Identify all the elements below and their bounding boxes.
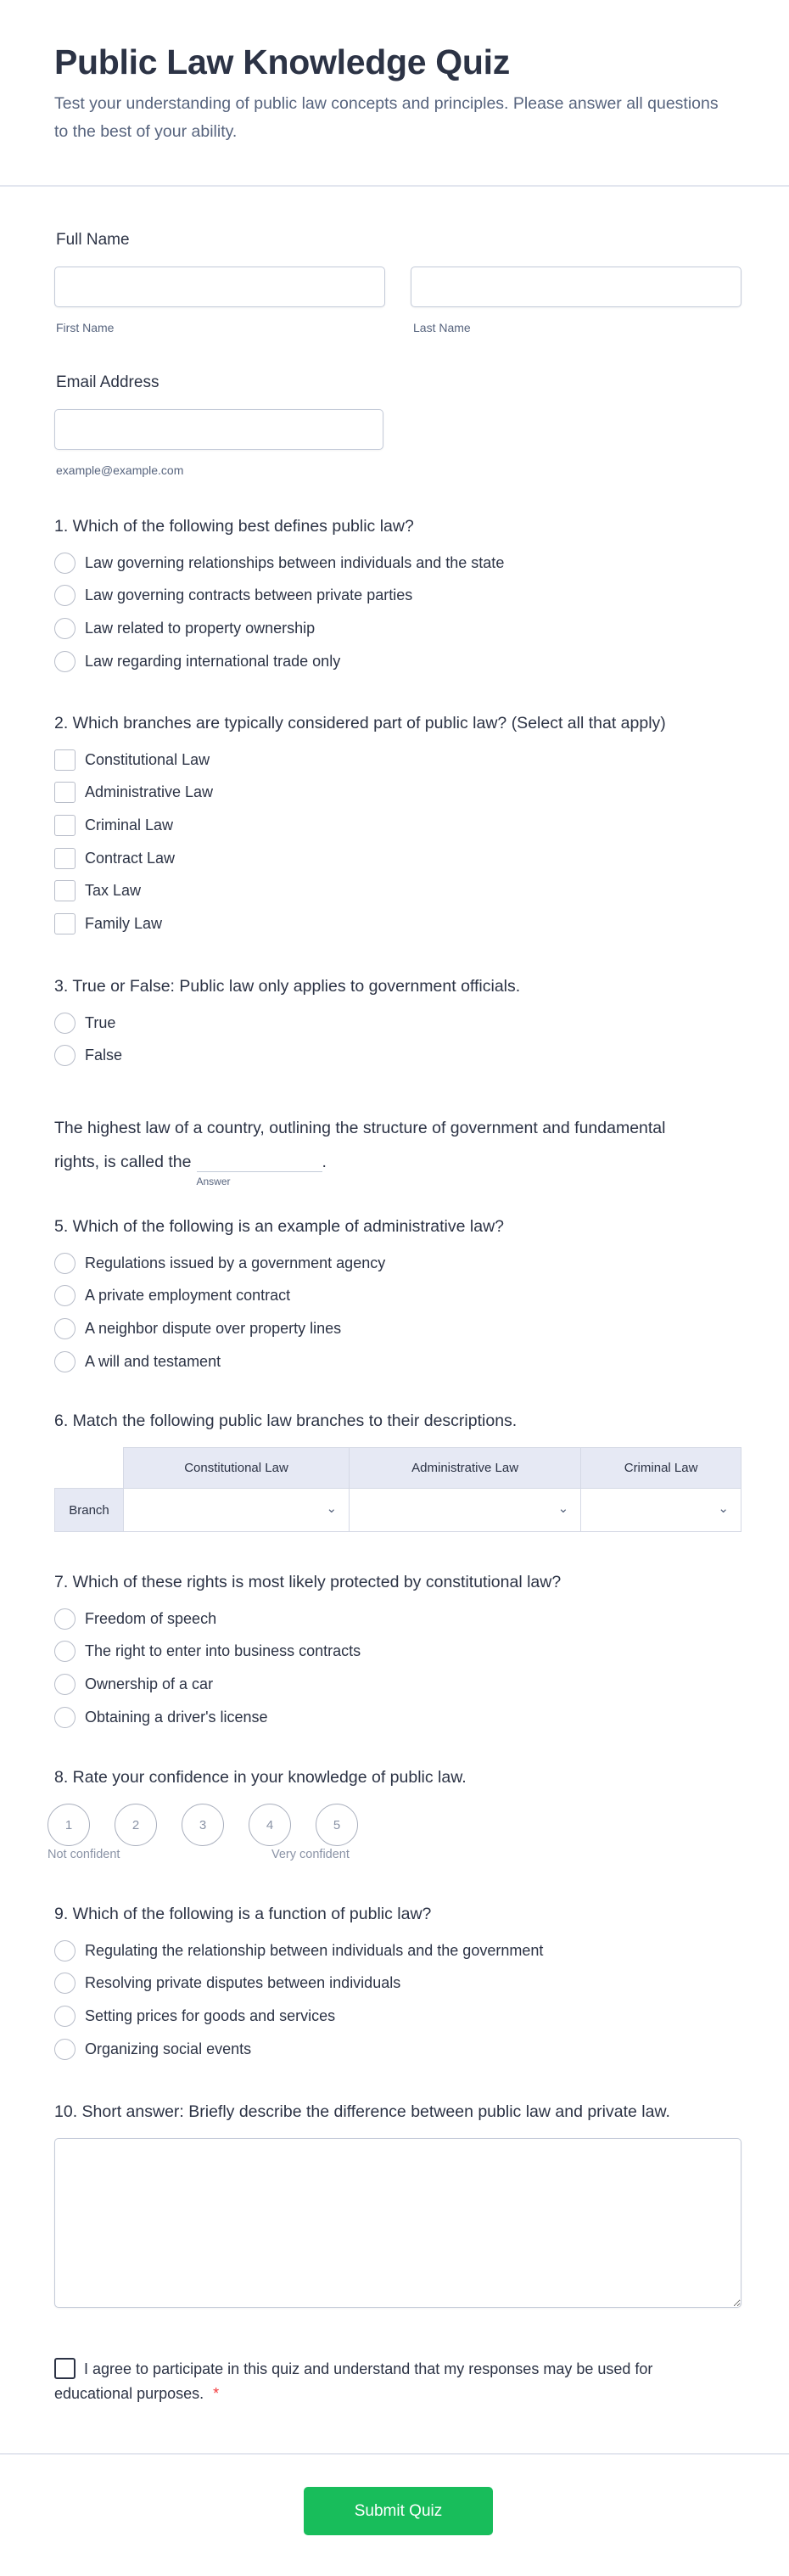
radio-option[interactable] — [54, 1280, 741, 1313]
option-label: Freedom of speech — [85, 1609, 217, 1627]
column-header: Criminal Law — [581, 1448, 741, 1489]
option-label: Law regarding international trade only — [85, 652, 341, 670]
option-label: A will and testament — [85, 1352, 221, 1370]
checkbox-option[interactable] — [54, 809, 741, 842]
radio-option[interactable] — [54, 645, 741, 678]
question-9 — [54, 1901, 741, 2065]
question-4-fill-in — [54, 1115, 741, 1187]
question-title: 10. Short answer: Briefly describe the difference between public law and private law. — [54, 2102, 670, 2121]
radio-icon[interactable] — [54, 1285, 76, 1306]
radio-option[interactable] — [54, 1967, 741, 2001]
checkbox-icon[interactable] — [54, 913, 76, 934]
first-name-input[interactable] — [54, 267, 385, 307]
max-label: Very confident — [271, 1848, 350, 1861]
fill-in-period: . — [322, 1153, 327, 1171]
radio-icon[interactable] — [54, 1013, 76, 1034]
question-title: 5. Which of the following is an example of administrative law? — [54, 1217, 505, 1236]
header-divider — [0, 185, 789, 187]
page-subtitle: Test your understanding of public law concepts and principles. Please answer all questions to the best of your ability. — [54, 94, 719, 141]
rating-option[interactable]: 3 — [182, 1804, 224, 1846]
question-6 — [54, 1408, 741, 1532]
chevron-down-icon: ⌄ — [557, 1501, 569, 1516]
question-1 — [54, 514, 741, 677]
radio-icon[interactable] — [54, 1351, 76, 1372]
radio-icon[interactable] — [54, 553, 76, 574]
checkbox-icon[interactable] — [54, 880, 76, 901]
radio-icon[interactable] — [54, 1318, 76, 1339]
radio-icon[interactable] — [54, 1674, 76, 1695]
email-label: Email Address — [56, 373, 159, 391]
rating-option[interactable]: 5 — [316, 1804, 358, 1846]
radio-icon[interactable] — [54, 651, 76, 672]
footer-divider — [0, 2453, 789, 2455]
column-header: Administrative Law — [350, 1448, 581, 1489]
radio-option[interactable] — [54, 1701, 741, 1734]
checkbox-option[interactable] — [54, 874, 741, 907]
question-5 — [54, 1214, 741, 1378]
option-label: Family Law — [85, 914, 163, 932]
checkbox-option[interactable] — [54, 907, 741, 940]
rating-option[interactable]: 2 — [115, 1804, 157, 1846]
radio-option[interactable] — [54, 612, 741, 645]
option-label: Law related to property ownership — [85, 619, 316, 637]
option-label: Organizing social events — [85, 2040, 252, 2057]
radio-icon[interactable] — [54, 618, 76, 639]
question-10 — [54, 2099, 741, 2308]
checkbox-option[interactable] — [54, 744, 741, 777]
fill-in-answer-input[interactable] — [197, 1150, 322, 1172]
option-label: Ownership of a car — [85, 1675, 214, 1692]
option-label: Law governing relationships between individuals and the state — [85, 553, 505, 571]
option-label: False — [85, 1047, 123, 1064]
option-label: Tax Law — [85, 882, 142, 900]
option-label: Contract Law — [85, 849, 176, 867]
radio-option[interactable] — [54, 2033, 741, 2066]
option-label: The right to enter into business contracts — [85, 1642, 361, 1660]
radio-icon[interactable] — [54, 585, 76, 606]
radio-icon[interactable] — [54, 2039, 76, 2060]
option-label: Resolving private disputes between individuals — [85, 1974, 401, 1992]
radio-option[interactable] — [54, 2000, 741, 2033]
short-answer-textarea[interactable] — [54, 2138, 741, 2308]
question-title: 6. Match the following public law branches to their descriptions. — [54, 1411, 518, 1430]
required-asterisk: * — [213, 2385, 220, 2402]
checkbox-option[interactable] — [54, 777, 741, 810]
option-label: A private employment contract — [85, 1287, 291, 1305]
radio-option[interactable] — [54, 1602, 741, 1636]
radio-option[interactable] — [54, 1247, 741, 1280]
min-label: Not confident — [48, 1848, 120, 1861]
rating-scale — [48, 1804, 741, 1855]
option-label: True — [85, 1013, 116, 1031]
consent-text: I agree to participate in this quiz and understand that my responses may be used for educational purposes. — [54, 2360, 653, 2402]
option-label: Regulations issued by a government agency — [85, 1254, 386, 1271]
last-name-sublabel: Last Name — [413, 321, 471, 334]
radio-option[interactable] — [54, 1040, 741, 1073]
option-label: A neighbor dispute over property lines — [85, 1319, 342, 1337]
option-label: Law governing contracts between private parties — [85, 586, 413, 604]
fill-in-text-line1: The highest law of a country, outlining the structure of government and fundamental — [54, 1119, 666, 1137]
question-title: 8. Rate your confidence in your knowledge of public law. — [54, 1768, 467, 1787]
chevron-down-icon: ⌄ — [326, 1501, 338, 1516]
match-select[interactable] — [350, 1489, 581, 1532]
radio-option[interactable] — [54, 547, 741, 580]
option-label: Regulating the relationship between individuals and the government — [85, 1941, 544, 1959]
consent-checkbox[interactable] — [54, 2358, 76, 2379]
question-8 — [48, 1765, 741, 1865]
first-name-sublabel: First Name — [56, 321, 115, 334]
checkbox-icon[interactable] — [54, 749, 76, 771]
radio-icon[interactable] — [54, 1641, 76, 1662]
column-header: Constitutional Law — [124, 1448, 350, 1489]
radio-option[interactable] — [54, 1312, 741, 1345]
radio-icon[interactable] — [54, 1940, 76, 1961]
radio-option[interactable] — [54, 1345, 741, 1378]
chevron-down-icon: ⌄ — [718, 1501, 729, 1516]
radio-icon[interactable] — [54, 1608, 76, 1630]
last-name-input[interactable] — [411, 267, 741, 307]
radio-icon[interactable] — [54, 1253, 76, 1274]
consent-field — [54, 2357, 682, 2406]
matching-table — [54, 1447, 741, 1532]
match-select[interactable] — [581, 1489, 741, 1532]
answer-sublabel: Answer — [196, 1176, 231, 1187]
option-label: Setting prices for goods and services — [85, 2006, 336, 2024]
question-title: 1. Which of the following best defines public law? — [54, 517, 414, 536]
radio-option[interactable] — [54, 1934, 741, 1967]
option-label: Administrative Law — [85, 783, 214, 801]
radio-icon[interactable] — [54, 1973, 76, 1994]
radio-option[interactable] — [54, 1668, 741, 1701]
radio-icon[interactable] — [54, 1045, 76, 1066]
question-2 — [54, 710, 741, 940]
email-hint: example@example.com — [56, 463, 184, 477]
radio-option[interactable] — [54, 1636, 741, 1669]
radio-option[interactable] — [54, 580, 741, 613]
radio-icon[interactable] — [54, 2006, 76, 2027]
radio-icon[interactable] — [54, 1707, 76, 1728]
full-name-label: Full Name — [56, 231, 130, 249]
match-select[interactable] — [124, 1489, 350, 1532]
question-title: 3. True or False: Public law only applies to government officials. — [54, 977, 521, 996]
question-3 — [54, 974, 741, 1072]
option-label: Criminal Law — [85, 816, 174, 833]
option-label: Constitutional Law — [85, 750, 210, 768]
checkbox-icon[interactable] — [54, 782, 76, 803]
email-input[interactable] — [54, 409, 383, 450]
checkbox-icon[interactable] — [54, 815, 76, 836]
radio-option[interactable] — [54, 1007, 741, 1040]
checkbox-icon[interactable] — [54, 848, 76, 869]
question-title: 7. Which of these rights is most likely protected by constitutional law? — [54, 1573, 562, 1591]
option-label: Obtaining a driver's license — [85, 1708, 268, 1726]
fill-in-text-line2: rights, is called the — [54, 1153, 192, 1171]
rating-option[interactable]: 1 — [48, 1804, 90, 1846]
checkbox-option[interactable] — [54, 842, 741, 875]
row-label: Branch — [55, 1489, 124, 1532]
submit-button[interactable]: Submit Quiz — [304, 2487, 493, 2535]
question-title: 2. Which branches are typically considered part of public law? (Select all that apply) — [54, 714, 666, 732]
page-title: Public Law Knowledge Quiz — [54, 42, 510, 81]
question-title: 9. Which of the following is a function of public law? — [54, 1905, 432, 1923]
question-7 — [54, 1569, 741, 1733]
rating-option[interactable]: 4 — [249, 1804, 291, 1846]
